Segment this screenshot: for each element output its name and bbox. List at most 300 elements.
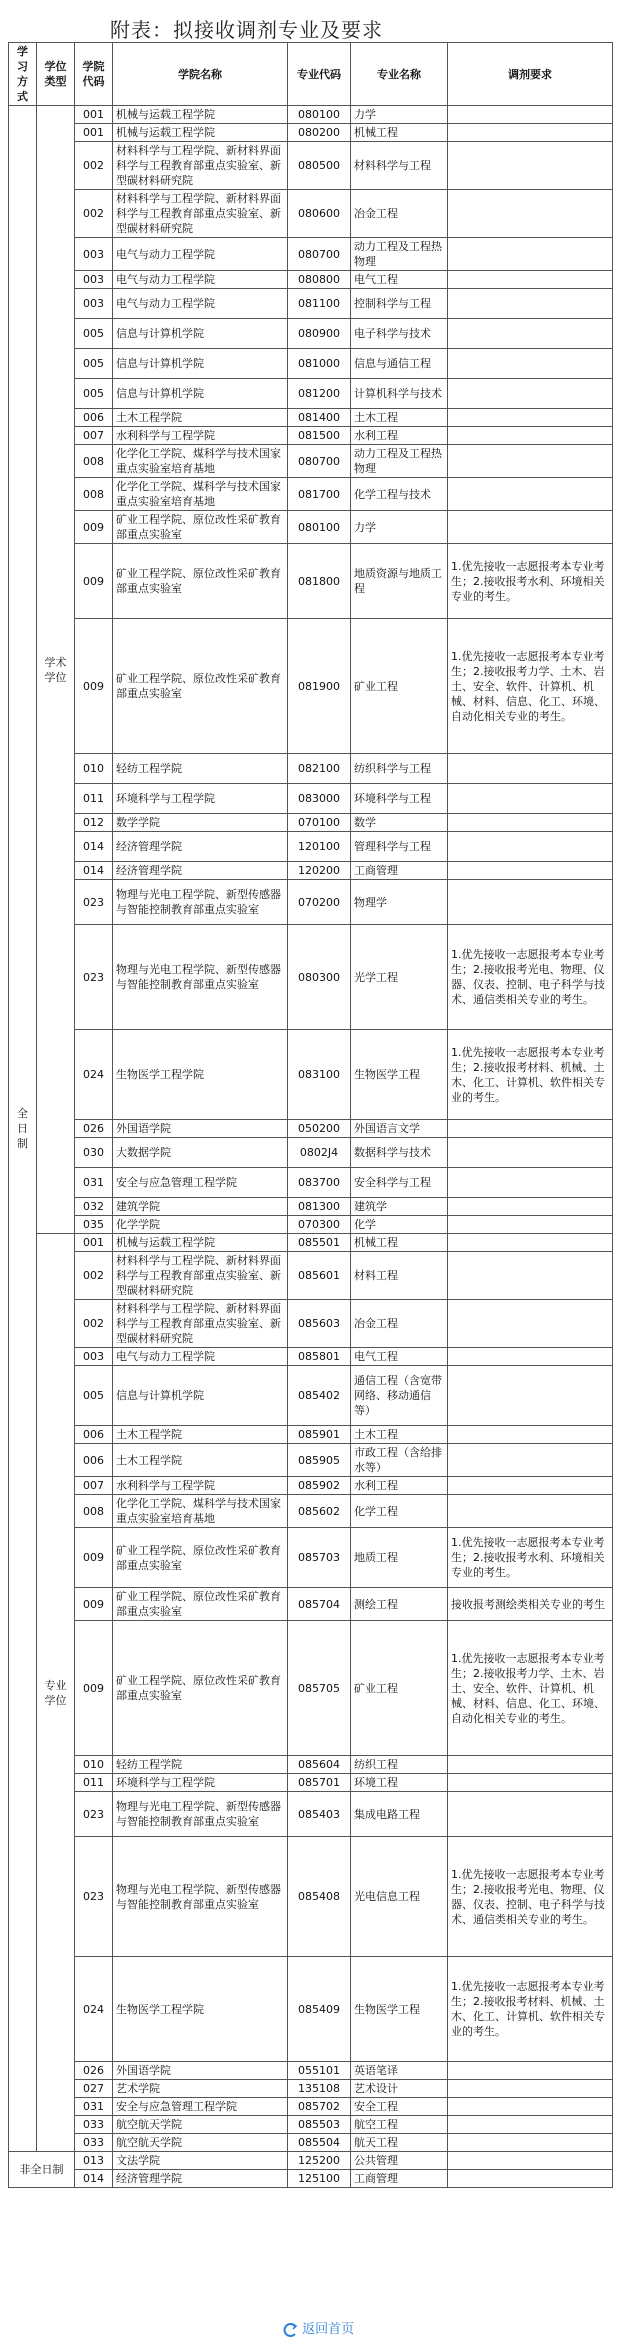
major-code-cell: 085403 [288,1792,351,1837]
table-row [9,2098,613,2116]
school-name-cell: 建筑学院 [113,1198,288,1216]
school-code-cell: 033 [75,2134,113,2152]
school-code-cell: 031 [75,2098,113,2116]
major-code-cell: 083100 [288,1030,351,1120]
school-code-cell: 003 [75,238,113,271]
requirement-cell [448,1426,613,1444]
school-name-cell: 电气与动力工程学院 [113,271,288,289]
school-name-cell: 矿业工程学院、原位改性采矿教育部重点实验室 [113,1588,288,1621]
requirement-cell: 1.优先接收一志愿报考本专业考生；2.接收报考水利、环境相关专业的考生。 [448,544,613,619]
table-row [9,1216,613,1234]
school-code-cell: 009 [75,1588,113,1621]
table-row [9,862,613,880]
school-name-cell: 材料科学与工程学院、新材料界面科学与工程教育部重点实验室、新型碳材料研究院 [113,1252,288,1300]
table-row [9,2134,613,2152]
school-name-cell: 电气与动力工程学院 [113,1348,288,1366]
major-name-cell: 生物医学工程 [351,1957,448,2062]
school-code-cell: 009 [75,1621,113,1756]
requirement-cell [448,106,613,124]
requirement-cell: 1.优先接收一志愿报考本专业考生；2.接收报考材料、机械、土木、化工、计算机、软件相关专业的考生。 [448,1030,613,1120]
major-name-cell: 航天工程 [351,2134,448,2152]
requirement-cell [448,1495,613,1528]
table-row [9,1588,613,1621]
major-name-cell: 建筑学 [351,1198,448,1216]
major-name-cell: 化学工程与技术 [351,478,448,511]
major-name-cell: 英语笔译 [351,2062,448,2080]
school-code-cell: 001 [75,1234,113,1252]
major-code-cell: 085705 [288,1621,351,1756]
major-code-cell: 080600 [288,190,351,238]
major-name-cell: 土木工程 [351,409,448,427]
school-name-cell: 物理与光电工程学院、新型传感器与智能控制教育部重点实验室 [113,880,288,925]
school-name-cell: 航空航天学院 [113,2134,288,2152]
major-name-cell: 材料工程 [351,1252,448,1300]
back-arrow-icon [282,2323,298,2337]
header-school-code: 学院代码 [75,43,113,106]
requirement-cell [448,124,613,142]
school-code-cell: 003 [75,289,113,319]
school-code-cell: 014 [75,2170,113,2188]
school-code-cell: 023 [75,880,113,925]
school-code-cell: 003 [75,1348,113,1366]
major-name-cell: 环境工程 [351,1774,448,1792]
table-row [9,2116,613,2134]
major-name-cell: 集成电路工程 [351,1792,448,1837]
table-row [9,880,613,925]
degree-type-cell: 专业学位 [37,1234,75,2152]
table-row [9,1120,613,1138]
requirement-cell [448,478,613,511]
major-code-cell: 080300 [288,925,351,1030]
school-name-cell: 材料科学与工程学院、新材料界面科学与工程教育部重点实验室、新型碳材料研究院 [113,142,288,190]
school-name-cell: 水利科学与工程学院 [113,1477,288,1495]
major-name-cell: 纺织科学与工程 [351,754,448,784]
table-row [9,1774,613,1792]
major-code-cell: 082100 [288,754,351,784]
major-name-cell: 数学 [351,814,448,832]
major-code-cell: 081000 [288,349,351,379]
school-name-cell: 材料科学与工程学院、新材料界面科学与工程教育部重点实验室、新型碳材料研究院 [113,190,288,238]
major-name-cell: 环境科学与工程 [351,784,448,814]
table-row [9,190,613,238]
major-code-cell: 081500 [288,427,351,445]
school-name-cell: 环境科学与工程学院 [113,1774,288,1792]
school-name-cell: 生物医学工程学院 [113,1030,288,1120]
table-row [9,832,613,862]
school-name-cell: 化学学院 [113,1216,288,1234]
requirement-cell: 1.优先接收一志愿报考本专业考生；2.接收报考力学、土木、岩土、安全、软件、计算机、机械、材料、信息、化工、环境、自动化相关专业的考生。 [448,619,613,754]
major-code-cell: 085409 [288,1957,351,2062]
school-name-cell: 信息与计算机学院 [113,319,288,349]
school-code-cell: 005 [75,319,113,349]
school-name-cell: 机械与运载工程学院 [113,106,288,124]
school-name-cell: 安全与应急管理工程学院 [113,1168,288,1198]
major-name-cell: 地质资源与地质工程 [351,544,448,619]
major-code-cell: 050200 [288,1120,351,1138]
header-requirements: 调剂要求 [448,43,613,106]
major-code-cell: 085603 [288,1300,351,1348]
school-code-cell: 002 [75,1252,113,1300]
table-row [9,1198,613,1216]
school-name-cell: 化学化工学院、煤科学与技术国家重点实验室培育基地 [113,445,288,478]
table-row [9,1528,613,1588]
table-row [9,238,613,271]
table-row [9,2170,613,2188]
requirement-cell: 1.优先接收一志愿报考本专业考生；2.接收报考水利、环境相关专业的考生。 [448,1528,613,1588]
school-code-cell: 002 [75,190,113,238]
major-code-cell: 125100 [288,2170,351,2188]
school-code-cell: 006 [75,1426,113,1444]
major-code-cell: 085703 [288,1528,351,1588]
school-code-cell: 014 [75,832,113,862]
requirement-cell [448,1300,613,1348]
study-mode-cell: 非全日制 [9,2152,75,2188]
major-name-cell: 信息与通信工程 [351,349,448,379]
major-name-cell: 通信工程（含宽带网络、移动通信等） [351,1366,448,1426]
school-code-cell: 023 [75,1837,113,1957]
major-code-cell: 125200 [288,2152,351,2170]
school-name-cell: 电气与动力工程学院 [113,289,288,319]
major-code-cell: 080500 [288,142,351,190]
school-code-cell: 005 [75,379,113,409]
major-code-cell: 070200 [288,880,351,925]
requirement-cell [448,2152,613,2170]
major-name-cell: 电子科学与技术 [351,319,448,349]
major-name-cell: 电气工程 [351,1348,448,1366]
school-code-cell: 008 [75,1495,113,1528]
major-code-cell: 085602 [288,1495,351,1528]
major-code-cell: 085702 [288,2098,351,2116]
table-row [9,1756,613,1774]
school-name-cell: 大数据学院 [113,1138,288,1168]
school-name-cell: 矿业工程学院、原位改性采矿教育部重点实验室 [113,511,288,544]
requirement-cell [448,2062,613,2080]
major-name-cell: 管理科学与工程 [351,832,448,862]
school-code-cell: 024 [75,1030,113,1120]
requirement-cell [448,142,613,190]
school-name-cell: 机械与运载工程学院 [113,1234,288,1252]
school-code-cell: 014 [75,862,113,880]
requirement-cell [448,1774,613,1792]
school-code-cell: 008 [75,478,113,511]
school-name-cell: 经济管理学院 [113,2170,288,2188]
school-name-cell: 信息与计算机学院 [113,379,288,409]
school-name-cell: 矿业工程学院、原位改性采矿教育部重点实验室 [113,544,288,619]
major-code-cell: 085501 [288,1234,351,1252]
major-code-cell: 081700 [288,478,351,511]
major-code-cell: 120100 [288,832,351,862]
table-row [9,784,613,814]
requirement-cell [448,238,613,271]
school-name-cell: 物理与光电工程学院、新型传感器与智能控制教育部重点实验室 [113,1837,288,1957]
school-name-cell: 外国语学院 [113,1120,288,1138]
table-row [9,1426,613,1444]
major-code-cell: 080900 [288,319,351,349]
school-code-cell: 007 [75,1477,113,1495]
major-code-cell: 083700 [288,1168,351,1198]
school-name-cell: 轻纺工程学院 [113,1756,288,1774]
school-name-cell: 电气与动力工程学院 [113,238,288,271]
requirement-cell: 接收报考测绘类相关专业的考生 [448,1588,613,1621]
requirement-cell [448,1366,613,1426]
major-code-cell: 080200 [288,124,351,142]
study-mode-cell: 全日制 [9,106,37,2152]
major-code-cell: 081100 [288,289,351,319]
major-name-cell: 力学 [351,106,448,124]
requirement-cell [448,2080,613,2098]
major-name-cell: 航空工程 [351,2116,448,2134]
school-code-cell: 009 [75,511,113,544]
transfer-table [8,42,613,2188]
major-name-cell: 动力工程及工程热物理 [351,238,448,271]
major-code-cell: 055101 [288,2062,351,2080]
header-school-name: 学院名称 [113,43,288,106]
table-row [9,1300,613,1348]
major-name-cell: 工商管理 [351,2170,448,2188]
school-code-cell: 010 [75,1756,113,1774]
school-name-cell: 安全与应急管理工程学院 [113,2098,288,2116]
school-name-cell: 土木工程学院 [113,1444,288,1477]
requirement-cell [448,1120,613,1138]
requirement-cell [448,271,613,289]
school-code-cell: 011 [75,1774,113,1792]
school-code-cell: 002 [75,1300,113,1348]
school-code-cell: 001 [75,124,113,142]
table-row [9,1030,613,1120]
table-row [9,925,613,1030]
requirement-cell [448,427,613,445]
major-code-cell: 081200 [288,379,351,409]
back-home-label: 返回首页 [302,2322,355,2337]
major-code-cell: 081300 [288,1198,351,1216]
requirement-cell [448,1444,613,1477]
major-name-cell: 安全科学与工程 [351,1168,448,1198]
major-name-cell: 化学 [351,1216,448,1234]
school-name-cell: 生物医学工程学院 [113,1957,288,2062]
major-name-cell: 安全工程 [351,2098,448,2116]
header-degree-type: 学位类型 [37,43,75,106]
table-row [9,1957,613,2062]
table-header-row [9,43,613,106]
major-name-cell: 冶金工程 [351,1300,448,1348]
table-row [9,1234,613,1252]
requirement-cell [448,814,613,832]
table-row [9,271,613,289]
header-major-name: 专业名称 [351,43,448,106]
school-code-cell: 026 [75,1120,113,1138]
school-name-cell: 航空航天学院 [113,2116,288,2134]
page-title: 附表：拟接收调剂专业及要求 [110,18,383,42]
school-name-cell: 机械与运载工程学院 [113,124,288,142]
school-name-cell: 外国语学院 [113,2062,288,2080]
table-row [9,1348,613,1366]
school-code-cell: 003 [75,271,113,289]
school-code-cell: 002 [75,142,113,190]
school-name-cell: 艺术学院 [113,2080,288,2098]
back-home-link[interactable] [282,2322,354,2337]
table-row [9,1477,613,1495]
school-name-cell: 环境科学与工程学院 [113,784,288,814]
requirement-cell [448,2116,613,2134]
school-code-cell: 008 [75,445,113,478]
major-name-cell: 力学 [351,511,448,544]
major-name-cell: 数据科学与技术 [351,1138,448,1168]
requirement-cell: 1.优先接收一志愿报考本专业考生；2.接收报考材料、机械、土木、化工、计算机、软件相关专业的考生。 [448,1957,613,2062]
school-name-cell: 土木工程学院 [113,409,288,427]
major-code-cell: 085704 [288,1588,351,1621]
table-row [9,511,613,544]
requirement-cell [448,2134,613,2152]
major-name-cell: 计算机科学与技术 [351,379,448,409]
major-name-cell: 光电信息工程 [351,1837,448,1957]
school-code-cell: 027 [75,2080,113,2098]
school-name-cell: 水利科学与工程学院 [113,427,288,445]
major-name-cell: 生物医学工程 [351,1030,448,1120]
major-code-cell: 085701 [288,1774,351,1792]
major-code-cell: 080100 [288,106,351,124]
table-row [9,2062,613,2080]
school-name-cell: 物理与光电工程学院、新型传感器与智能控制教育部重点实验室 [113,925,288,1030]
major-name-cell: 化学工程 [351,1495,448,1528]
header-study-mode: 学习方式 [9,43,37,106]
table-row [9,124,613,142]
major-code-cell: 085504 [288,2134,351,2152]
major-name-cell: 公共管理 [351,2152,448,2170]
school-name-cell: 信息与计算机学院 [113,1366,288,1426]
degree-type-cell: 学术学位 [37,106,75,1234]
school-code-cell: 033 [75,2116,113,2134]
major-code-cell: 085801 [288,1348,351,1366]
school-code-cell: 012 [75,814,113,832]
requirement-cell [448,1138,613,1168]
table-row [9,106,613,124]
major-code-cell: 085604 [288,1756,351,1774]
requirement-cell: 1.优先接收一志愿报考本专业考生；2.接收报考力学、土木、岩土、安全、软件、计算机、机械、材料、信息、化工、环境、自动化相关专业的考生。 [448,1621,613,1756]
school-code-cell: 026 [75,2062,113,2080]
school-code-cell: 005 [75,349,113,379]
school-code-cell: 035 [75,1216,113,1234]
major-name-cell: 物理学 [351,880,448,925]
school-code-cell: 006 [75,409,113,427]
school-name-cell: 文法学院 [113,2152,288,2170]
requirement-cell [448,1234,613,1252]
school-code-cell: 023 [75,925,113,1030]
table-row [9,445,613,478]
major-name-cell: 机械工程 [351,124,448,142]
requirement-cell [448,379,613,409]
major-name-cell: 测绘工程 [351,1588,448,1621]
major-code-cell: 120200 [288,862,351,880]
school-name-cell: 化学化工学院、煤科学与技术国家重点实验室培育基地 [113,1495,288,1528]
school-code-cell: 031 [75,1168,113,1198]
school-code-cell: 006 [75,1444,113,1477]
requirement-cell [448,1252,613,1300]
requirement-cell [448,1198,613,1216]
school-code-cell: 011 [75,784,113,814]
table-row [9,349,613,379]
table-row [9,142,613,190]
major-code-cell: 081800 [288,544,351,619]
school-name-cell: 物理与光电工程学院、新型传感器与智能控制教育部重点实验室 [113,1792,288,1837]
requirement-cell [448,1348,613,1366]
school-code-cell: 009 [75,619,113,754]
major-name-cell: 机械工程 [351,1234,448,1252]
school-name-cell: 经济管理学院 [113,832,288,862]
major-name-cell: 工商管理 [351,862,448,880]
major-code-cell: 081400 [288,409,351,427]
table-row [9,409,613,427]
major-code-cell: 085905 [288,1444,351,1477]
requirement-cell [448,880,613,925]
major-name-cell: 动力工程及工程热物理 [351,445,448,478]
table-row [9,1444,613,1477]
major-name-cell: 矿业工程 [351,1621,448,1756]
school-name-cell: 矿业工程学院、原位改性采矿教育部重点实验室 [113,1528,288,1588]
major-code-cell: 085408 [288,1837,351,1957]
header-major-code: 专业代码 [288,43,351,106]
major-code-cell: 085503 [288,2116,351,2134]
school-code-cell: 009 [75,1528,113,1588]
table-row [9,1621,613,1756]
major-name-cell: 水利工程 [351,427,448,445]
requirement-cell [448,445,613,478]
table-row [9,427,613,445]
school-name-cell: 经济管理学院 [113,862,288,880]
major-code-cell: 080800 [288,271,351,289]
school-code-cell: 007 [75,427,113,445]
major-code-cell: 135108 [288,2080,351,2098]
school-name-cell: 土木工程学院 [113,1426,288,1444]
requirement-cell [448,319,613,349]
school-code-cell: 024 [75,1957,113,2062]
school-code-cell: 023 [75,1792,113,1837]
major-code-cell: 085402 [288,1366,351,1426]
table-row [9,1252,613,1300]
school-name-cell: 矿业工程学院、原位改性采矿教育部重点实验室 [113,619,288,754]
requirement-cell [448,2170,613,2188]
school-name-cell: 轻纺工程学院 [113,754,288,784]
table-row [9,1138,613,1168]
major-code-cell: 0802J4 [288,1138,351,1168]
table-row [9,544,613,619]
requirement-cell [448,862,613,880]
table-row [9,1495,613,1528]
table-row [9,619,613,754]
requirement-cell [448,2098,613,2116]
major-code-cell: 081900 [288,619,351,754]
major-name-cell: 纺织工程 [351,1756,448,1774]
table-row [9,754,613,784]
requirement-cell [448,1216,613,1234]
table-row [9,319,613,349]
requirement-cell [448,289,613,319]
requirement-cell [448,754,613,784]
major-name-cell: 冶金工程 [351,190,448,238]
school-code-cell: 030 [75,1138,113,1168]
major-code-cell: 085902 [288,1477,351,1495]
major-code-cell: 085901 [288,1426,351,1444]
major-name-cell: 矿业工程 [351,619,448,754]
school-code-cell: 001 [75,106,113,124]
requirement-cell [448,190,613,238]
requirement-cell [448,511,613,544]
table-row [9,379,613,409]
major-name-cell: 光学工程 [351,925,448,1030]
table-row [9,814,613,832]
major-name-cell: 地质工程 [351,1528,448,1588]
major-name-cell: 电气工程 [351,271,448,289]
requirement-cell [448,409,613,427]
